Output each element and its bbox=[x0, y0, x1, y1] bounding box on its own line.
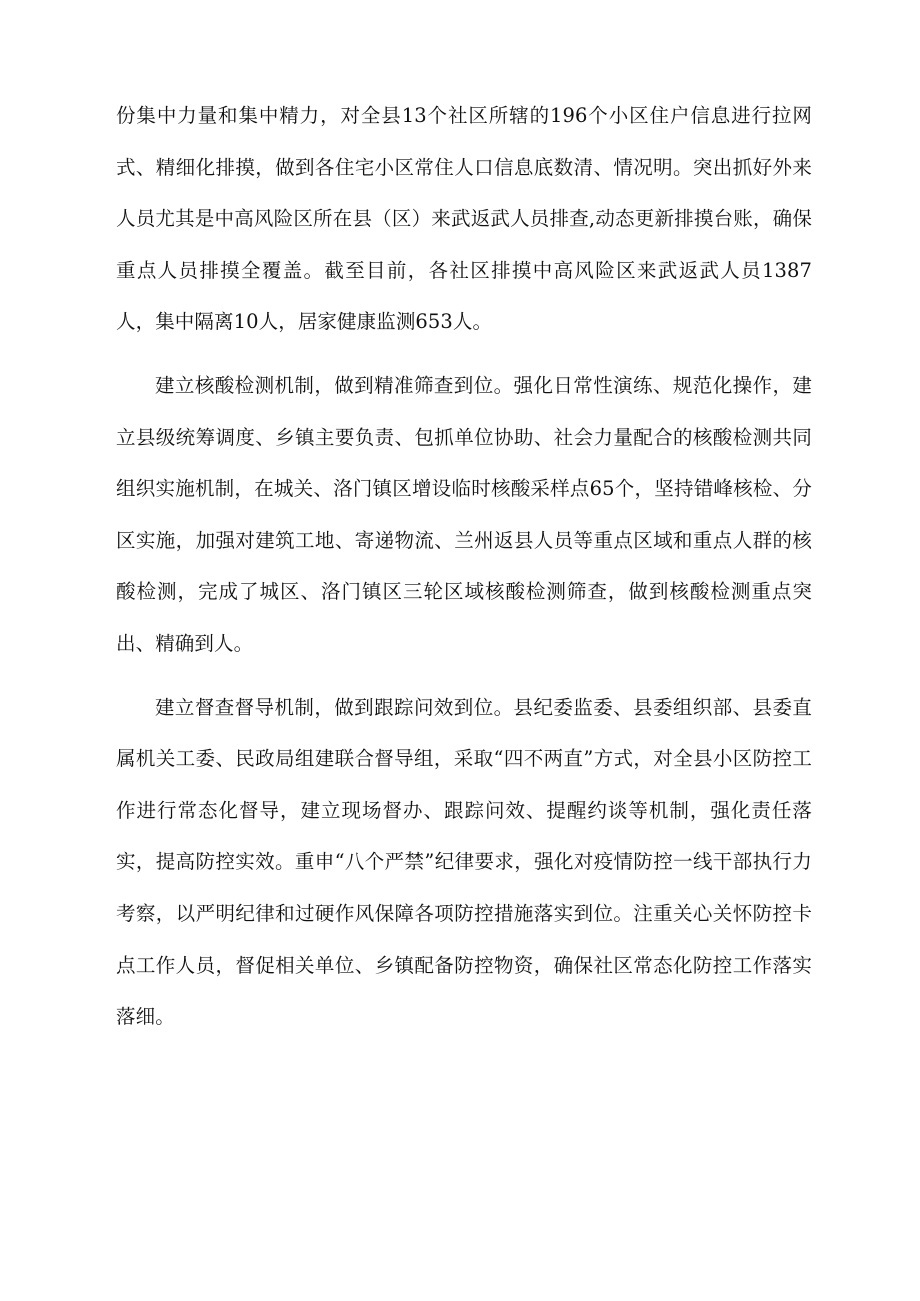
paragraph-1: 份集中力量和集中精力，对全县13个社区所辖的196个小区住户信息进行拉网式、精细化排摸，做到各住宅小区常住人口信息底数清、情况明。突出抓好外来人员尤其是中高风险区所在县（区）来武返武人员排查,动态更新排摸台账，确保重点人员排摸全覆盖。截至目前，各社区排摸中高风险区来武返武人员1387人，集中隔离10人，居家健康监测653人。 bbox=[116, 104, 812, 334]
paragraph-2: 建立核酸检测机制，做到精准筛查到位。强化日常性演练、规范化操作，建立县级统筹调度、乡镇主要负责、包抓单位协助、社会力量配合的核酸检测共同组织实施机制，在城关、洛门镇区增设临时核酸采样点65个，坚持错峰核检、分区实施，加强对建筑工地、寄递物流、兰州返县人员等重点区域和重点人群的核酸检测，完成了城区、洛门镇区三轮区域核酸检测筛查，做到核酸检测重点突出、精确到人。 bbox=[116, 373, 812, 655]
document-page bbox=[116, 90, 812, 1043]
paragraph-3: 建立督查督导机制，做到跟踪问效到位。县纪委监委、县委组织部、县委直属机关工委、民政局组建联合督导组，采取“四不两直”方式，对全县小区防控工作进行常态化督导，建立现场督办、跟踪问效、提醒约谈等机制，强化责任落实，提高防控实效。重申“八个严禁”纪律要求，强化对疫情防控一线干部执行力考察，以严明纪律和过硬作风保障各项防控措施落实到位。注重关心关怀防控卡点工作人员，督促相关单位、乡镇配备防控物资，确保社区常态化防控工作落实落细。 bbox=[116, 695, 812, 1029]
